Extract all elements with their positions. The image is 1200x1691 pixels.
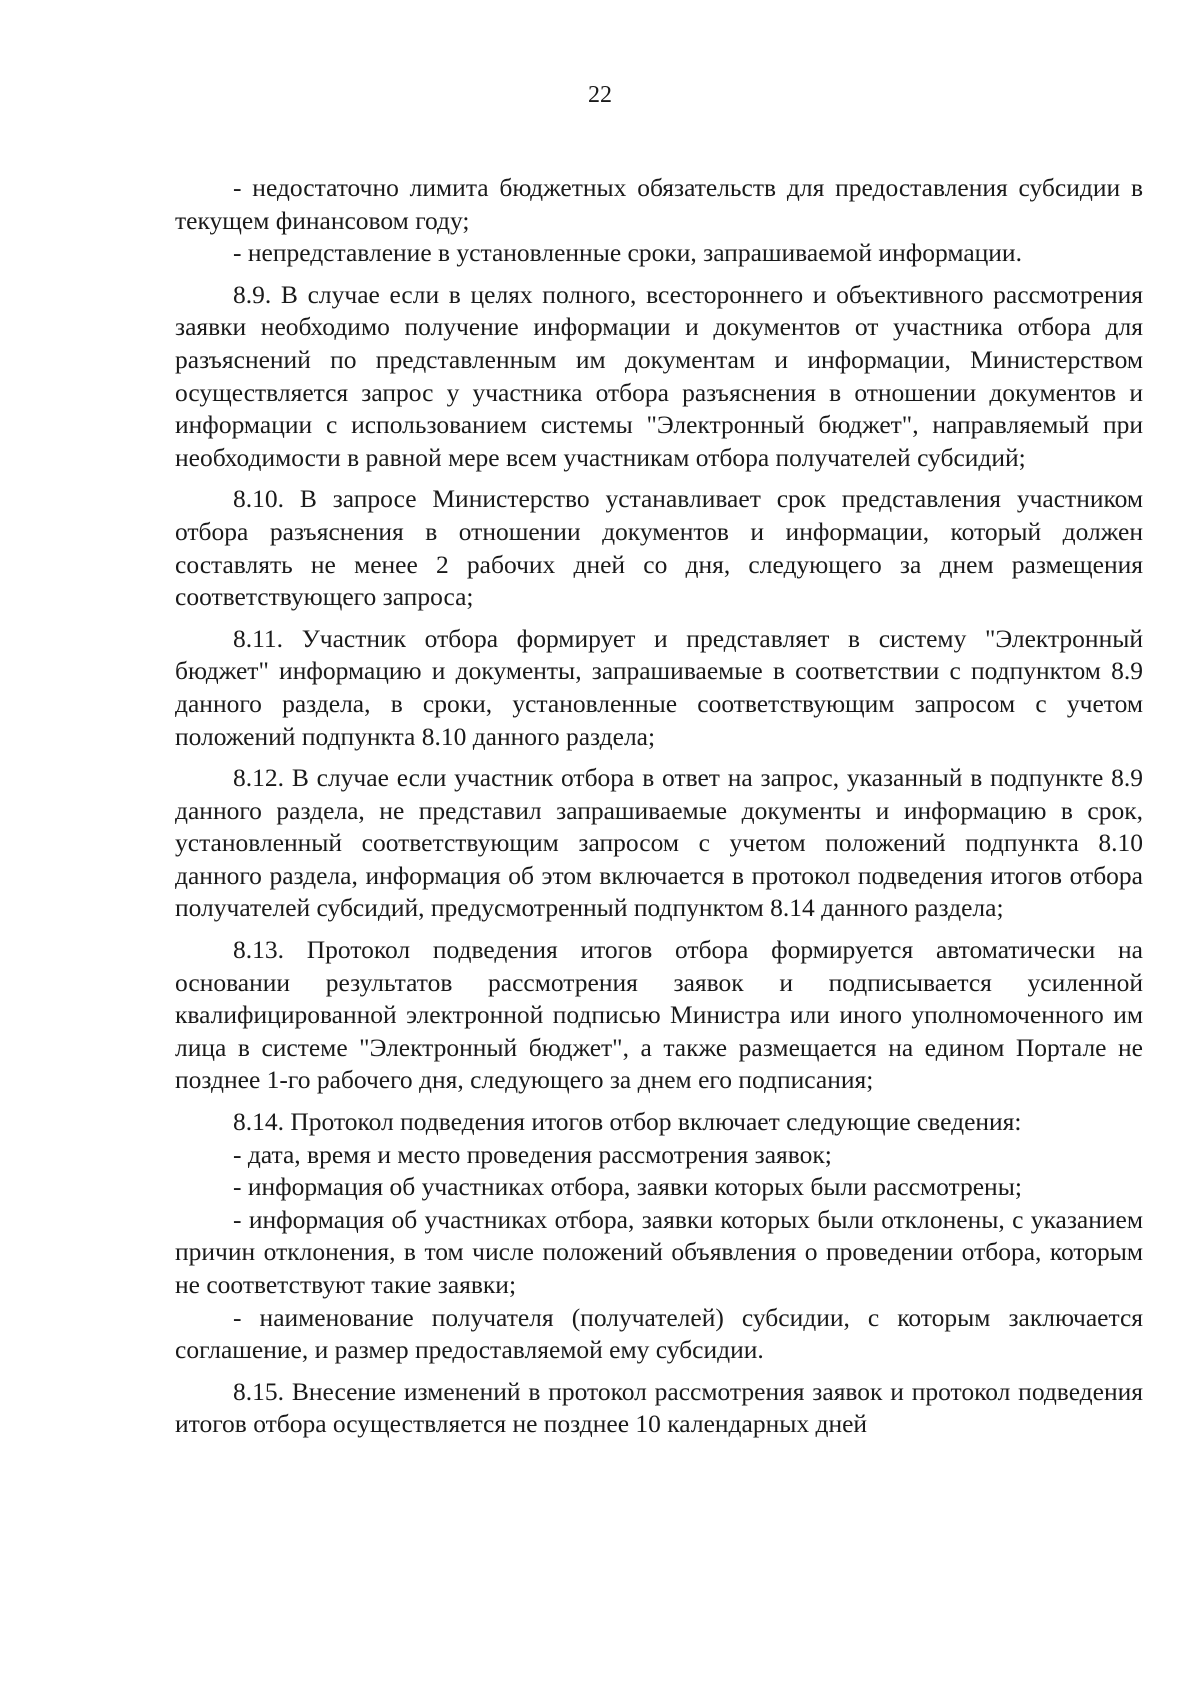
paragraph: 8.9. В случае если в целях полного, всестороннего и объективного рассмотрения заявки необходимо получение информации и документов от участника отбора для разъяснений по представленным им документам и информации, Министерством осуществляется запрос у участника отбора разъяснения в отношении документов и информации с использованием системы "Электронный бюджет", направляемый при необходимости в равной мере всем участникам отбора получателей субсидий; — [175, 279, 1143, 472]
paragraph: 8.15. Внесение изменений в протокол рассмотрения заявок и протокол подведения итогов отбора осуществляется не позднее 10 календарных дней — [175, 1376, 1143, 1439]
paragraph: - наименование получателя (получателей) субсидии, с которым заключается соглашение, и размер предоставляемой ему субсидии. — [175, 1302, 1143, 1365]
page-number: 22 — [588, 82, 612, 108]
paragraph: 8.10. В запросе Министерство устанавливает срок представления участником отбора разъяснения в отношении документов и информации, который должен составлять не менее 2 рабочих дней со дня, следующего за днем размещения соответствующего запроса; — [175, 484, 1143, 612]
paragraph: - информация об участниках отбора, заявки которых были отклонены, с указанием причин отклонения, в том числе положений объявления о проведении отбора, которым не соответствуют такие заявки; — [175, 1204, 1143, 1299]
paragraph: - недостаточно лимита бюджетных обязательств для предоставления субсидии в текущем финансовом году; — [175, 173, 1143, 235]
paragraph: 8.12. В случае если участник отбора в ответ на запрос, указанный в подпункте 8.9 данного раздела, не представил запрашиваемые документы и информацию в срок, установленный соответствующим запросом с учетом положений подпункта 8.10 данного раздела, информация об этом включается в протокол подведения итогов отбора получателей субсидий, предусмотренный подпунктом 8.14 данного раздела; — [175, 763, 1143, 923]
paragraph: 8.11. Участник отбора формирует и представляет в систему "Электронный бюджет" информацию и документы, запрашиваемые в соответствии с подпунктом 8.9 данного раздела, в сроки, установленные соответствующим запросом с учетом положений подпункта 8.10 данного раздела; — [175, 623, 1143, 751]
document-body — [175, 172, 1143, 1441]
paragraph: - непредставление в установленные сроки, запрашиваемой информации. — [233, 238, 1022, 268]
paragraph: 8.14. Протокол подведения итогов отбор включает следующие сведения: — [233, 1107, 1022, 1137]
paragraph: - информация об участниках отбора, заявки которых были рассмотрены; — [233, 1172, 1022, 1202]
paragraph: - дата, время и место проведения рассмотрения заявок; — [233, 1139, 832, 1169]
paragraph: 8.13. Протокол подведения итогов отбора формируется автоматически на основании результатов рассмотрения заявок и подписывается усиленной квалифицированной электронной подписью Министра или иного уполномоченного им лица в системе "Электронный бюджет", а также размещается на едином Портале не позднее 1-го рабочего дня, следующего за днем его подписания; — [175, 935, 1143, 1095]
